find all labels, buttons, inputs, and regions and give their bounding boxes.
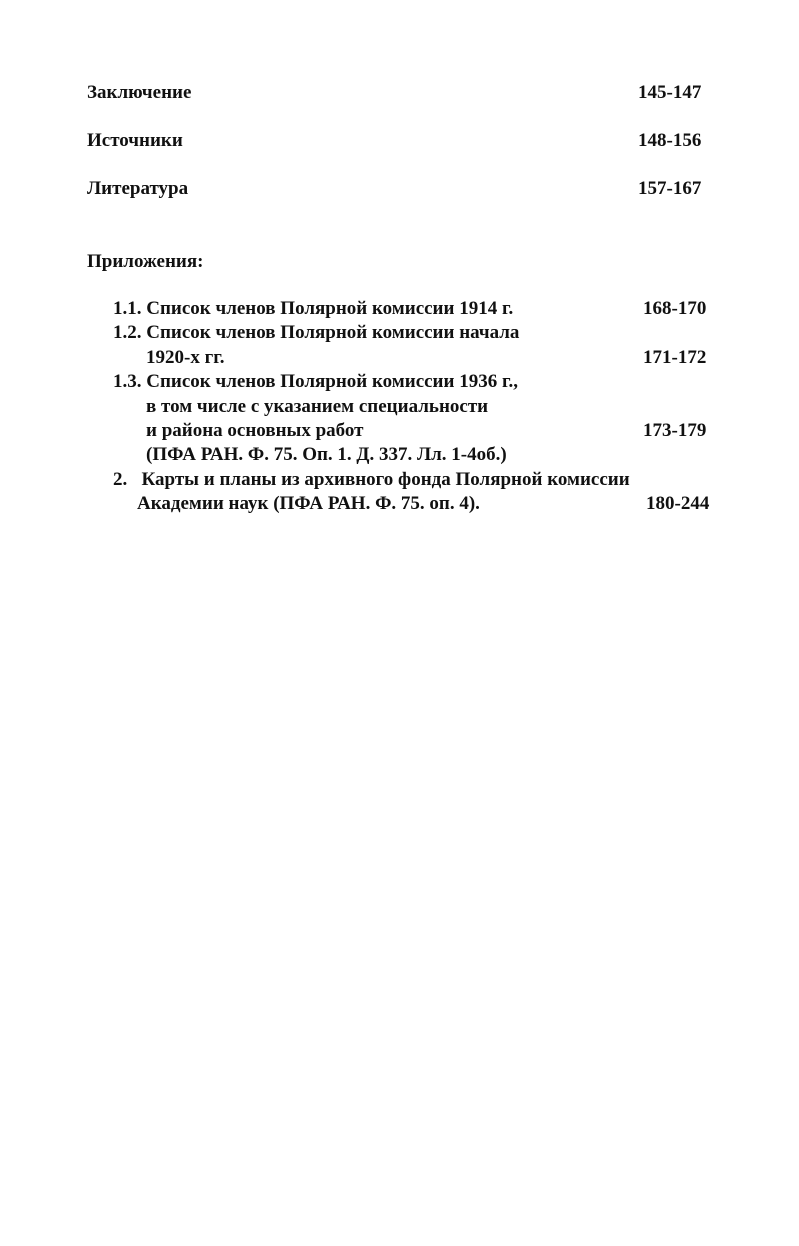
appendices-heading: Приложения: [87,251,204,272]
appendix-2-line1: 2. Карты и планы из архивного фонда Полярной комиссии [113,469,630,490]
toc-entry-conclusion-title: Заключение [87,82,192,103]
appendix-1-3-line3: и района основных работ [146,420,364,441]
toc-entry-literature-title: Литература [87,178,189,199]
appendix-1-3-line1: 1.3. Список членов Полярной комиссии 1936 г., [113,371,518,392]
toc-entry-sources-title: Источники [87,130,183,151]
appendix-2-line2: Академии наук (ПФА РАН. Ф. 75. оп. 4). [137,493,480,514]
appendix-1-2-line2: 1920-х гг. [146,347,225,368]
appendix-1-3-line4: (ПФА РАН. Ф. 75. Оп. 1. Д. 337. Лл. 1-4об.) [146,444,507,465]
appendix-1-3-line2: в том числе с указанием специальности [146,396,489,417]
appendix-1-2-line1: 1.2. Список членов Полярной комиссии начала [113,322,520,343]
appendix-1-1-line1: 1.1. Список членов Полярной комиссии 1914 г. [113,298,514,319]
appendix-2-pages: 180-244 [646,493,710,514]
appendix-1-3-pages: 173-179 [643,420,707,441]
toc-entry-sources-pages: 148-156 [638,130,702,151]
toc-entry-conclusion-pages: 145-147 [638,82,702,103]
appendix-1-1-pages: 168-170 [643,298,707,319]
appendix-1-2-pages: 171-172 [643,347,707,368]
toc-entry-literature-pages: 157-167 [638,178,702,199]
